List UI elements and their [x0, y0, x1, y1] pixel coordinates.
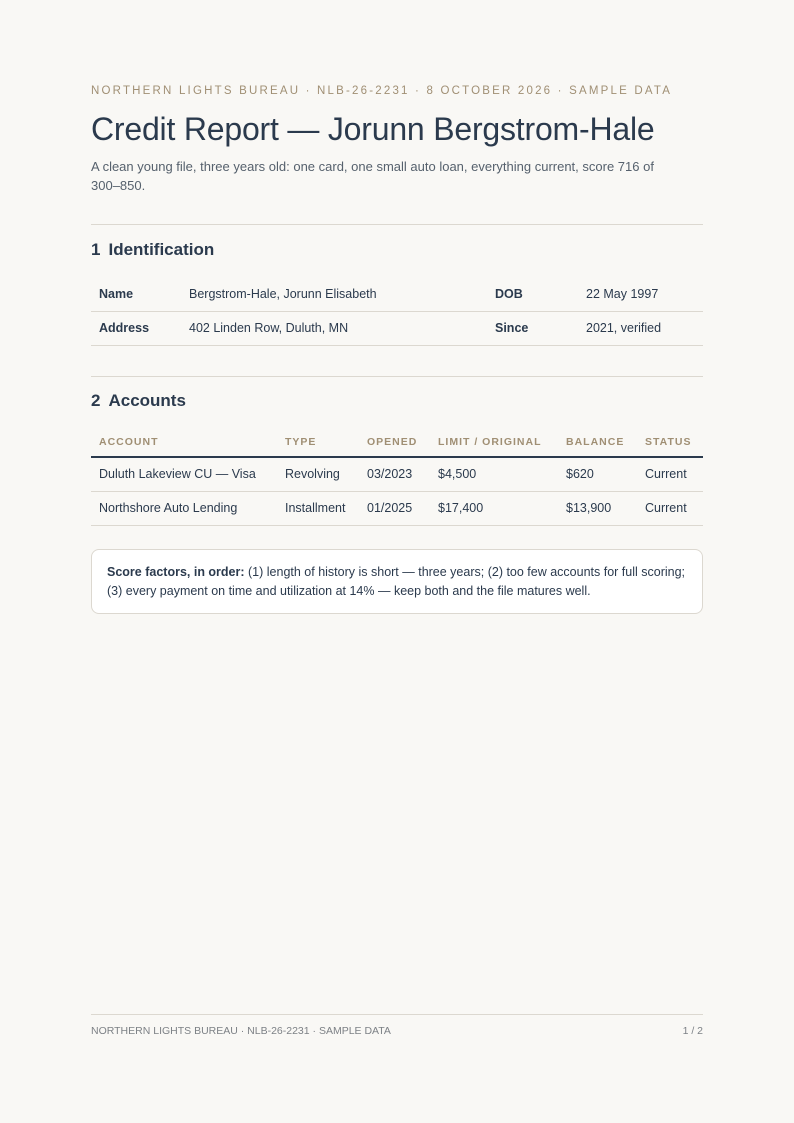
table-row: [91, 311, 703, 345]
column-header: OPENED: [359, 427, 430, 457]
field-label: Since: [487, 311, 578, 345]
report-page: [91, 0, 703, 1123]
table-cell: $620: [558, 457, 637, 491]
table-cell: Current: [637, 491, 703, 525]
field-label: DOB: [487, 277, 578, 311]
section-heading-identification: [91, 240, 214, 260]
table-cell: 01/2025: [359, 491, 430, 525]
accounts-table: [91, 427, 703, 526]
section-divider: [91, 224, 703, 225]
section-number: 2: [91, 391, 101, 410]
table-cell: Installment: [277, 491, 359, 525]
field-value: 402 Linden Row, Duluth, MN: [181, 311, 487, 345]
field-value: 2021, verified: [578, 311, 703, 345]
report-eyebrow: NORTHERN LIGHTS BUREAU · NLB-26-2231 · 8 OCTOBER 2026 · SAMPLE DATA: [91, 85, 673, 97]
column-header: TYPE: [277, 427, 359, 457]
table-cell: $4,500: [430, 457, 558, 491]
table-cell: 03/2023: [359, 457, 430, 491]
section-heading-accounts: [91, 391, 186, 411]
identification-table: [91, 277, 703, 346]
page-title: Credit Report — Jorunn Bergstrom-Hale: [91, 111, 655, 147]
field-label: Address: [91, 311, 181, 345]
page-number: 1 / 2: [682, 1025, 703, 1037]
section-divider: [91, 376, 703, 377]
section-title: Accounts: [108, 391, 186, 410]
callout-text: (1) length of history is short — three years; (2) too few accounts for full scoring; (3) every payment on time and utilization at 14% — keep both and the file matures well.: [107, 565, 686, 598]
table-row: [91, 457, 703, 491]
report-summary: A clean young file, three years old: one card, one small auto loan, everything current, score 716 of 300–850.: [91, 159, 654, 193]
column-header: ACCOUNT: [91, 427, 277, 457]
footer-divider: [91, 1014, 703, 1015]
table-cell: $17,400: [430, 491, 558, 525]
column-header: STATUS: [637, 427, 703, 457]
field-value: Bergstrom-Hale, Jorunn Elisabeth: [181, 277, 487, 311]
table-cell: Revolving: [277, 457, 359, 491]
score-factors-callout: [91, 549, 703, 614]
section-number: 1: [91, 240, 101, 259]
column-header: LIMIT / ORIGINAL: [430, 427, 558, 457]
table-cell: Duluth Lakeview CU — Visa: [91, 457, 277, 491]
column-header: BALANCE: [558, 427, 637, 457]
footer-text: NORTHERN LIGHTS BUREAU · NLB-26-2231 · SAMPLE DATA: [91, 1025, 391, 1037]
table-cell: Northshore Auto Lending: [91, 491, 277, 525]
field-value: 22 May 1997: [578, 277, 703, 311]
table-cell: Current: [637, 457, 703, 491]
table-row: [91, 491, 703, 525]
table-header-row: [91, 427, 703, 457]
table-row: [91, 277, 703, 311]
callout-lead: Score factors, in order:: [107, 565, 245, 579]
table-cell: $13,900: [558, 491, 637, 525]
section-title: Identification: [108, 240, 215, 259]
field-label: Name: [91, 277, 181, 311]
